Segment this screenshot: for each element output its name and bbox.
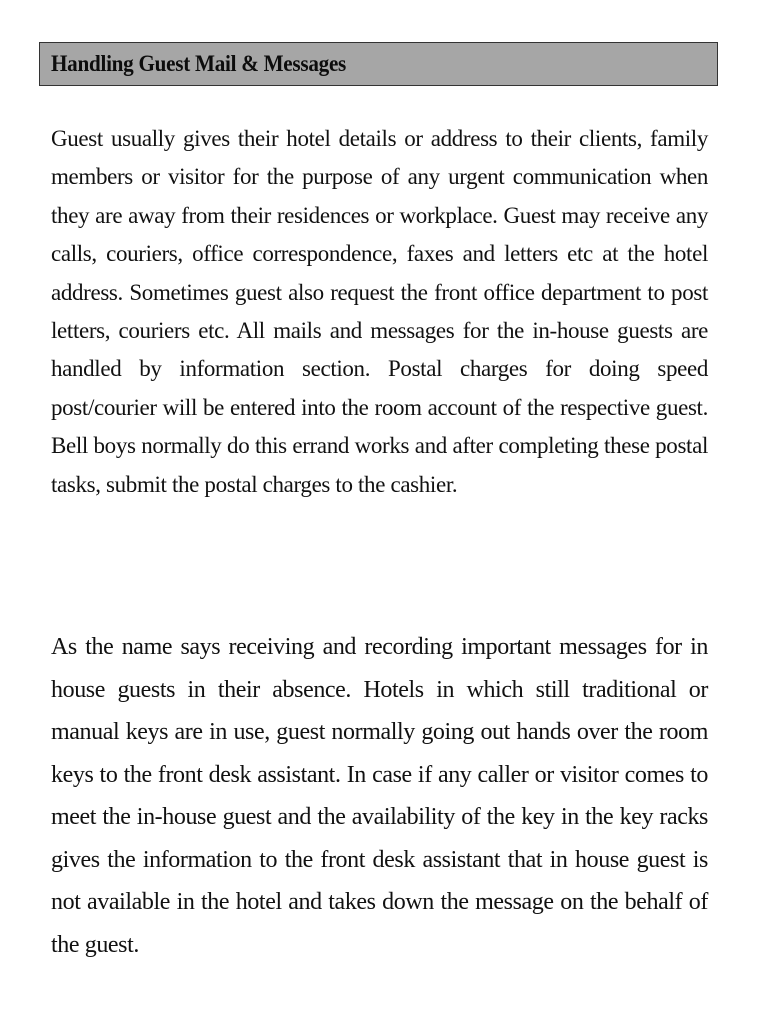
section-heading-bar [39, 42, 718, 86]
paragraph-guest-messages: As the name says receiving and recording important messages for in house guests in their absence. Hotels in which still traditional or manual keys are in use, guest normally going out hands over the room keys to the front desk assistant. In case if any caller or visitor comes to meet the in-house guest and the availability of the key in the key racks gives the information to the front desk assistant that in house guest is not available in the hotel and takes down the message on the behalf of the guest. [51, 634, 708, 958]
section-heading: Handling Guest Mail & Messages [51, 51, 347, 76]
paragraph-guest-mail: Guest usually gives their hotel details or address to their clients, family members or visitor for the purpose of any urgent communication when they are away from their residences or workplace. Guest may receive any calls, couriers, office correspondence, faxes and letters etc at the hotel address. Sometimes guest also request the front office department to post letters, couriers etc. All mails and messages for the in-house guests are handled by information section. Postal charges for doing speed post/courier will be entered into the room account of the respective guest. Bell boys normally do this errand works and after completing these postal tasks, submit the postal charges to the cashier. [51, 126, 708, 497]
